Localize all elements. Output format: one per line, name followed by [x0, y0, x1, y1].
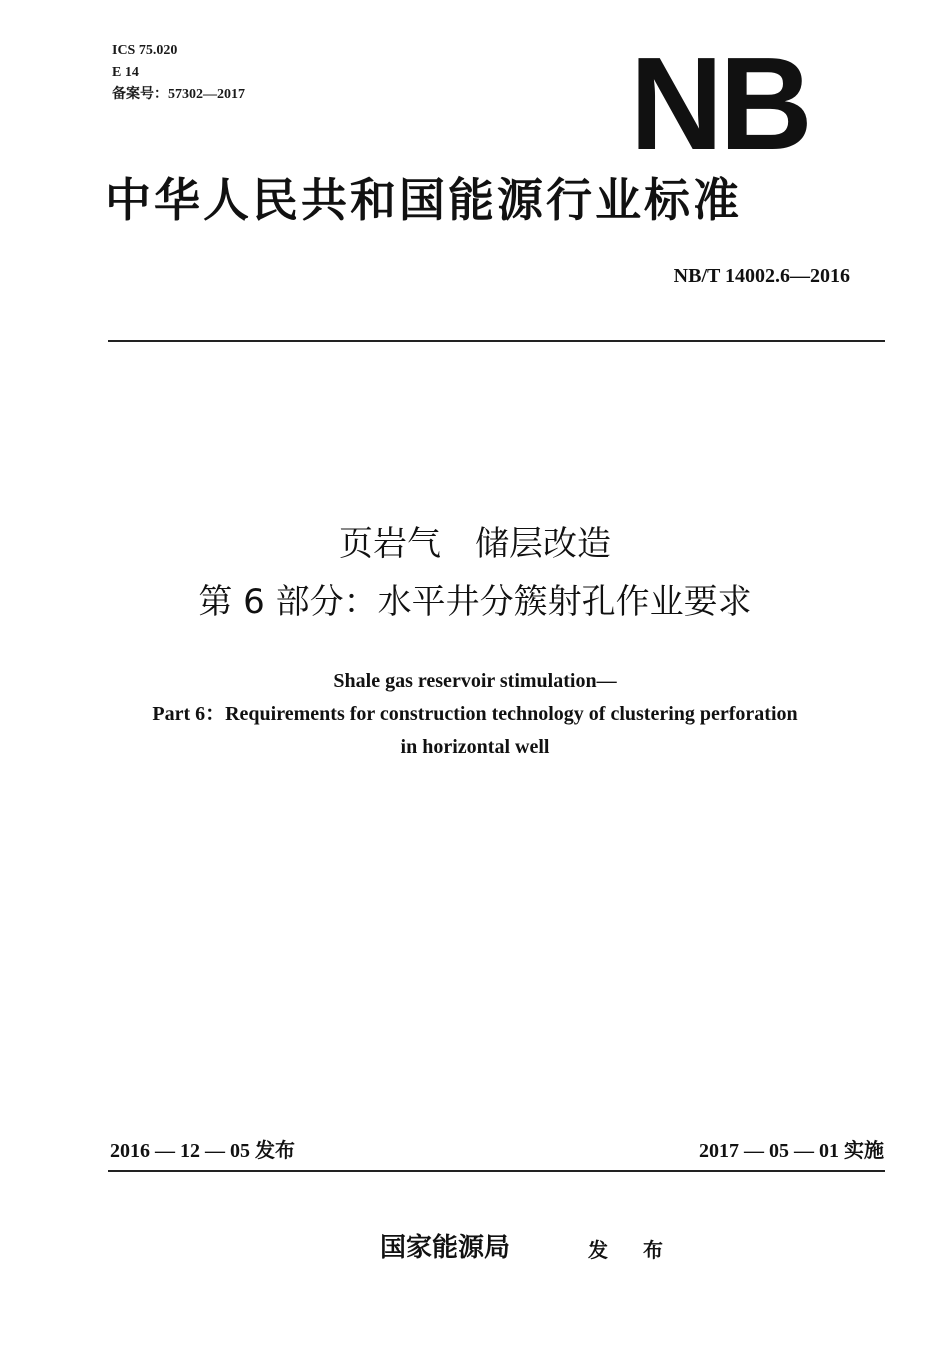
- issue-date: 2016 — 12 — 05 发布: [110, 1140, 295, 1162]
- classification-block: [112, 40, 245, 106]
- nb-logo: NB: [629, 30, 809, 177]
- category-code: E 14: [112, 65, 139, 80]
- chinese-title-line-2: 第 6 部分：水平井分簇射孔作业要求: [198, 582, 752, 622]
- ics-code: ICS 75.020: [112, 43, 178, 58]
- standard-code: NB/T 14002.6—2016: [673, 265, 850, 287]
- publish-label: 发 布: [588, 1238, 677, 1262]
- publisher-name: 国家能源局: [380, 1233, 511, 1263]
- english-title-line-1: Shale gas reservoir stimulation—: [333, 670, 617, 692]
- record-number: 备案号：57302—2017: [112, 87, 245, 102]
- top-divider: [108, 340, 885, 342]
- standard-title: 中华人民共和国能源行业标准: [105, 173, 742, 227]
- english-title-line-3: in horizontal well: [400, 736, 550, 758]
- bottom-divider: [108, 1170, 885, 1172]
- implementation-date: 2017 — 05 — 01 实施: [699, 1140, 884, 1162]
- english-title-line-2: Part 6：Requirements for construction technology of clustering perforation: [152, 703, 798, 725]
- chinese-title-line-1: 页岩气 储层改造: [339, 524, 611, 564]
